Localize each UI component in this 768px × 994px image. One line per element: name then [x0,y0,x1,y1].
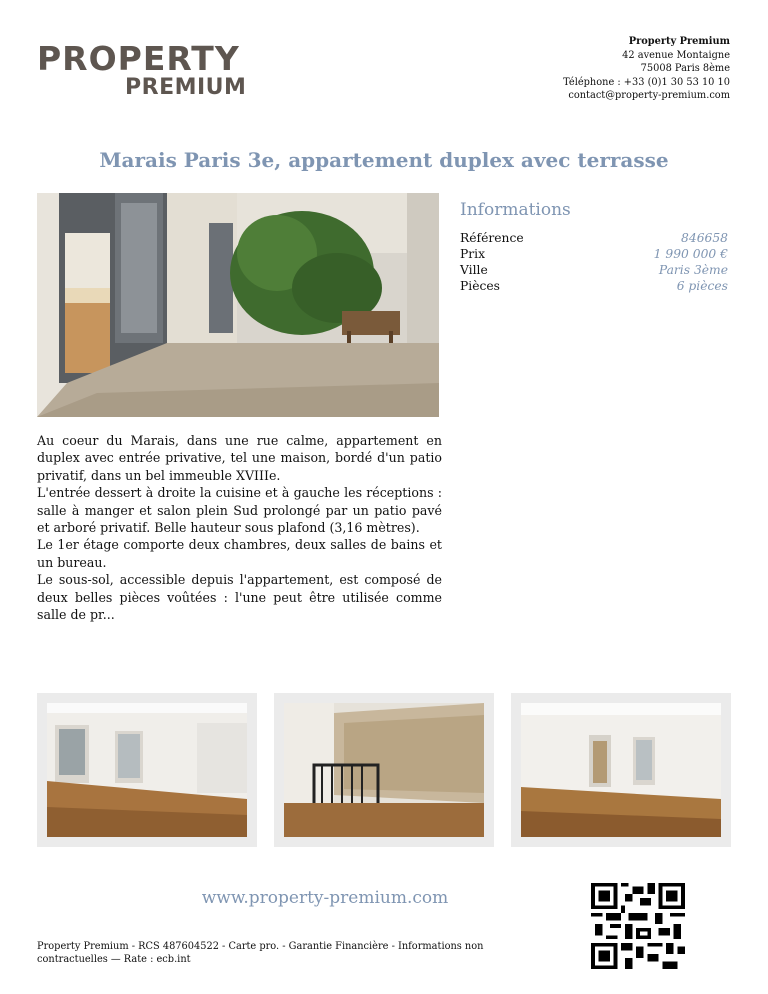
info-row-city [460,262,728,278]
qr-code [591,883,685,969]
info-row-reference [460,230,728,246]
agency-email: contact@property-premium.com [568,90,730,101]
agency-address: 42 avenue Montaigne [622,49,730,61]
website-link[interactable]: www.property-premium.com [201,888,449,908]
info-value: 6 pièces [676,279,728,293]
info-heading: Informations [460,200,571,220]
logo-line-premium: PREMIUM [125,75,247,100]
info-panel [460,200,728,294]
agency-city: 75008 Paris 8ème [640,63,730,74]
logo-line-property: PROPERTY [37,39,240,78]
description-paragraph: L'entrée dessert à droite la cuisine et à gauche les réceptions : salle à manger et salon plein Sud prolongé par un patio pavé et arboré privatif. Belle hauteur sous plafond (3,16 mètres). [37,485,442,536]
info-label: Ville [460,263,488,277]
thumbnail-living-room [37,693,257,847]
info-label: Prix [460,247,486,261]
info-row-rooms [460,278,728,294]
agency-contact [563,35,730,103]
info-row-price [460,246,728,262]
description-paragraph: Le 1er étage comporte deux chambres, deux salles de bains et un bureau. [37,537,442,570]
info-value: 846658 [681,231,728,245]
info-label: Référence [460,231,524,245]
info-value: Paris 3ème [658,263,728,277]
info-value: 1 990 000 € [653,247,728,261]
description-paragraph: Le sous-sol, accessible depuis l'appartement, est composé de deux belles pièces voûtées : l'une peut être utilisée comme salle de pr... [37,572,442,623]
thumbnail-empty-room [511,693,731,847]
description-paragraph: Au coeur du Marais, dans une rue calme, appartement en duplex avec entrée privative, tel une maison, bordé d'un patio privatif, dans un bel immeuble XVIIIe. [37,433,442,483]
agency-phone: Téléphone : +33 (0)1 30 53 10 10 [563,76,730,88]
legal-footer: Property Premium - RCS 487604522 - Carte pro. - Garantie Financière - Informations non contractuelles — Rate : ecb.int [37,941,484,965]
main-photo-patio [37,193,439,417]
listing-description [37,432,442,623]
company-logo [37,39,289,102]
thumbnail-stone-room [274,693,494,847]
info-label: Pièces [460,279,500,293]
listing-title: Marais Paris 3e, appartement duplex avec terrasse [99,148,669,172]
agency-name: Property Premium [628,36,730,47]
